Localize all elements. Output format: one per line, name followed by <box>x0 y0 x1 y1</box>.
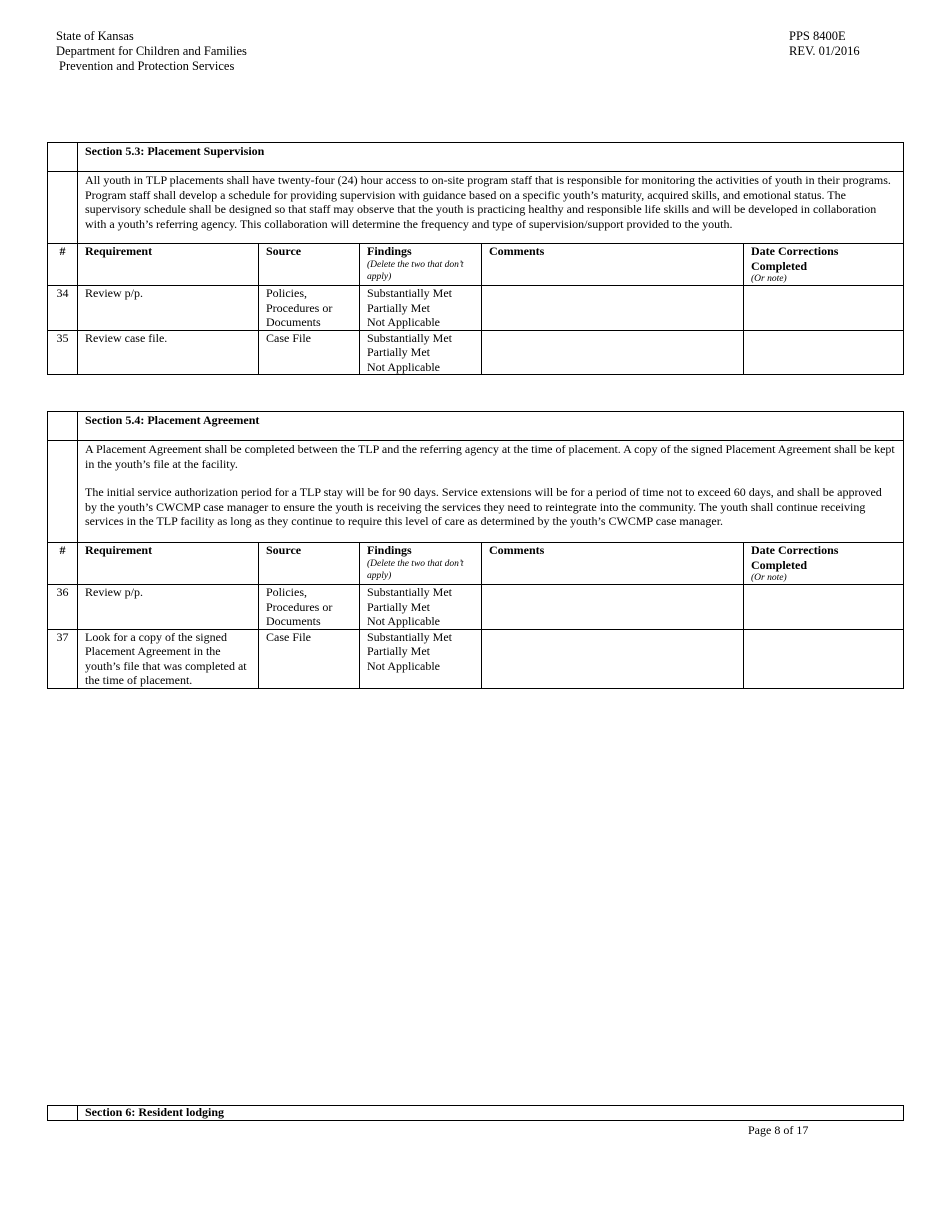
section-title-row <box>48 412 904 441</box>
col-date: Date Corrections Completed (Or note) <box>744 543 904 585</box>
row-date-corrections[interactable] <box>744 585 904 630</box>
row-requirement: Review p/p. <box>78 585 259 630</box>
row-number: 37 <box>48 629 78 688</box>
row-source: Policies, Procedures or Documents <box>259 585 360 630</box>
header-division: Prevention and Protection Services <box>59 59 235 73</box>
row-requirement: Look for a copy of the signed Placement Agreement in the youth’s file that was completed at the time of placement. <box>78 629 259 688</box>
section-title: Section 5.3: Placement Supervision <box>78 143 904 172</box>
description-paragraph: All youth in TLP placements shall have twenty-four (24) hour access to on-site program staff that is responsible for monitoring the activities of youth in their programs. Program staff shall develop a schedule for providing supervision with guidance based on a specific youth’s maturity, acquired skills, and emotional status. The supervisory schedule shall be designed so that staff may observe that the youth is practicing healthy and responsible life skills and will be developed in collaboration with a youth’s referring agency. This collaboration will determine the frequency and type of supervision/support provided to the youth. <box>85 173 891 231</box>
col-source: Source <box>259 543 360 585</box>
section-description-row <box>48 172 904 244</box>
section-description-row <box>48 441 904 543</box>
row-requirement: Review p/p. <box>78 286 259 331</box>
header-form-id <box>789 29 860 59</box>
row-date-corrections[interactable] <box>744 629 904 688</box>
section-title-row <box>48 1106 904 1121</box>
table-row <box>48 330 904 375</box>
col-findings: Findings (Delete the two that don’t apply) <box>360 543 482 585</box>
row-findings[interactable]: Substantially Met Partially Met Not Applicable <box>360 629 482 688</box>
col-source: Source <box>259 244 360 286</box>
findings-note: (Delete the two that don’t apply) <box>367 259 464 282</box>
header-agency <box>56 29 247 74</box>
table-row <box>48 629 904 688</box>
row-number: 34 <box>48 286 78 331</box>
date-note: (Or note) <box>751 274 787 284</box>
col-requirement: Requirement <box>78 543 259 585</box>
header-state: State of Kansas <box>56 29 134 43</box>
description-paragraph: A Placement Agreement shall be completed between the TLP and the referring agency at the time of placement. A copy of the signed Placement Agreement shall be kept in the youth’s file at the facility. <box>85 442 895 471</box>
col-findings: Findings (Delete the two that don’t apply) <box>360 244 482 286</box>
row-number: 36 <box>48 585 78 630</box>
row-findings[interactable]: Substantially Met Partially Met Not Applicable <box>360 330 482 375</box>
date-note: (Or note) <box>751 573 787 583</box>
header-department: Department for Children and Families <box>56 44 247 58</box>
col-date: Date Corrections Completed (Or note) <box>744 244 904 286</box>
page-number: Page 8 of 17 <box>748 1123 809 1137</box>
row-comments[interactable] <box>482 629 744 688</box>
section-title: Section 6: Resident lodging <box>78 1106 904 1121</box>
col-comments: Comments <box>482 244 744 286</box>
section-5-3-table <box>47 142 904 375</box>
table-row <box>48 585 904 630</box>
row-number: 35 <box>48 330 78 375</box>
row-source: Policies, Procedures or Documents <box>259 286 360 331</box>
column-header-row <box>48 244 904 286</box>
row-source: Case File <box>259 629 360 688</box>
col-requirement: Requirement <box>78 244 259 286</box>
row-source: Case File <box>259 330 360 375</box>
row-requirement: Review case file. <box>78 330 259 375</box>
col-num: # <box>48 244 78 286</box>
row-findings[interactable]: Substantially Met Partially Met Not Applicable <box>360 585 482 630</box>
header-form-number: PPS 8400E <box>789 29 846 43</box>
section-title-row <box>48 143 904 172</box>
header-revision: REV. 01/2016 <box>789 44 860 58</box>
col-num: # <box>48 543 78 585</box>
table-row <box>48 286 904 331</box>
section-6-table <box>47 1105 904 1121</box>
section-5-4-table <box>47 411 904 689</box>
section-description <box>78 172 904 244</box>
row-comments[interactable] <box>482 585 744 630</box>
column-header-row <box>48 543 904 585</box>
row-comments[interactable] <box>482 330 744 375</box>
findings-note: (Delete the two that don’t apply) <box>367 558 464 581</box>
col-comments: Comments <box>482 543 744 585</box>
row-date-corrections[interactable] <box>744 330 904 375</box>
section-description <box>78 441 904 543</box>
section-title: Section 5.4: Placement Agreement <box>78 412 904 441</box>
description-paragraph: The initial service authorization period for a TLP stay will be for 90 days. Service extensions will be for a period of time not to exceed 60 days, and shall be approved by the youth’s CWCMP case manager to ensure the youth is receiving the services they need to reintegrate into the community. The youth shall continue receiving services in the TLP facility as long as they continue to require this level of care as determined by the youth’s CWCMP case manager. <box>85 485 882 528</box>
row-date-corrections[interactable] <box>744 286 904 331</box>
row-findings[interactable]: Substantially Met Partially Met Not Applicable <box>360 286 482 331</box>
row-comments[interactable] <box>482 286 744 331</box>
